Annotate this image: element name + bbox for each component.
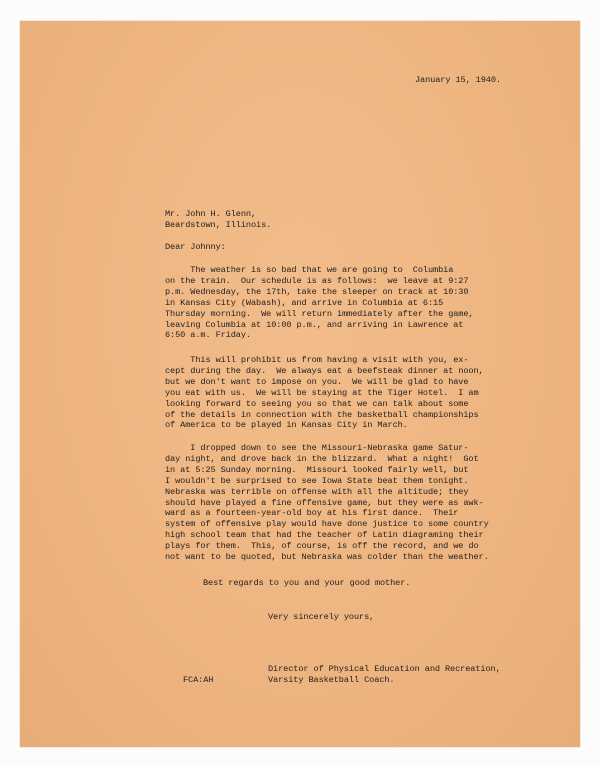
paragraph-line: I dropped down to see the Missouri-Nebraska game Satur- xyxy=(165,443,469,453)
paragraph-line: plays for them. This, of course, is off the record, and we do xyxy=(165,541,479,552)
paragraph-line: you eat with us. We will be staying at the Tiger Hotel. I am xyxy=(165,387,479,398)
complimentary-close: Very sincerely yours, xyxy=(268,612,375,622)
recipient-name: Mr. John H. Glenn, xyxy=(165,209,257,219)
paragraph-line: 6:50 a.m. Friday. xyxy=(165,330,251,341)
reference-initials: FCA:AH xyxy=(183,675,214,685)
paragraph-line: Nebraska was terrible on offense with all the altitude; they xyxy=(165,486,469,497)
paragraph-line: leaving Columbia at 10:00 p.m., and arriving in Lawrence at xyxy=(165,319,464,330)
signature-subtitle: Varsity Basketball Coach. xyxy=(268,674,395,685)
paragraph-line: on the train. Our schedule is as follows: we leave at 9:27 xyxy=(165,275,469,286)
paragraph-line: Thursday morning. We will return immediately after the game, xyxy=(165,308,474,319)
letter-date: January 15, 1940. xyxy=(415,75,501,85)
recipient-city: Beardstown, Illinois. xyxy=(165,219,272,230)
regards-line: Best regards to you and your good mother. xyxy=(203,578,411,588)
paragraph-line: not want to be quoted, but Nebraska was colder than the weather. xyxy=(165,552,489,563)
body-paragraph-3 xyxy=(165,443,505,563)
paragraph-line: high school team that had the teacher of Latin diagraming their xyxy=(165,530,484,541)
paragraph-line: of America to be played in Kansas City in March. xyxy=(165,420,408,431)
paragraph-line: This will prohibit us from having a visit with you, ex- xyxy=(165,355,469,365)
paragraph-line: cept during the day. We always eat a beefsteak dinner at noon, xyxy=(165,365,484,376)
paragraph-line: in at 5:25 Sunday morning. Missouri looked fairly well, but xyxy=(165,464,469,475)
salutation: Dear Johnny: xyxy=(165,242,226,252)
paragraph-line: system of offensive play would have done justice to some country xyxy=(165,519,489,530)
paragraph-line: of the details in connection with the basketball championships xyxy=(165,409,479,420)
paragraph-line: but we don't want to impose on you. We will be glad to have xyxy=(165,376,469,387)
paragraph-line: in Kansas City (Wabash), and arrive in Columbia at 6:15 xyxy=(165,297,444,308)
body-paragraph-2 xyxy=(165,355,505,431)
paragraph-line: day night, and drove back in the blizzard. What a night! Got xyxy=(165,453,479,464)
paragraph-line: should have played a fine offensive game, but they were as awk- xyxy=(165,497,484,508)
paragraph-line: looking forward to seeing you so that we can talk about some xyxy=(165,398,469,409)
paragraph-line: The weather is so bad that we are going to Columbia xyxy=(165,265,454,275)
paragraph-line: p.m. Wednesday, the 17th, take the sleeper on track at 10:30 xyxy=(165,286,469,297)
signature-block xyxy=(268,664,501,686)
paragraph-line: ward as a fourteen-year-old boy at his first dance. Their xyxy=(165,508,459,519)
recipient-address xyxy=(165,209,271,231)
paragraph-line: I wouldn't be surprised to see Iowa State beat them tonight. xyxy=(165,475,469,486)
body-paragraph-1 xyxy=(165,265,505,341)
signature-title: Director of Physical Education and Recreation, xyxy=(268,664,501,674)
